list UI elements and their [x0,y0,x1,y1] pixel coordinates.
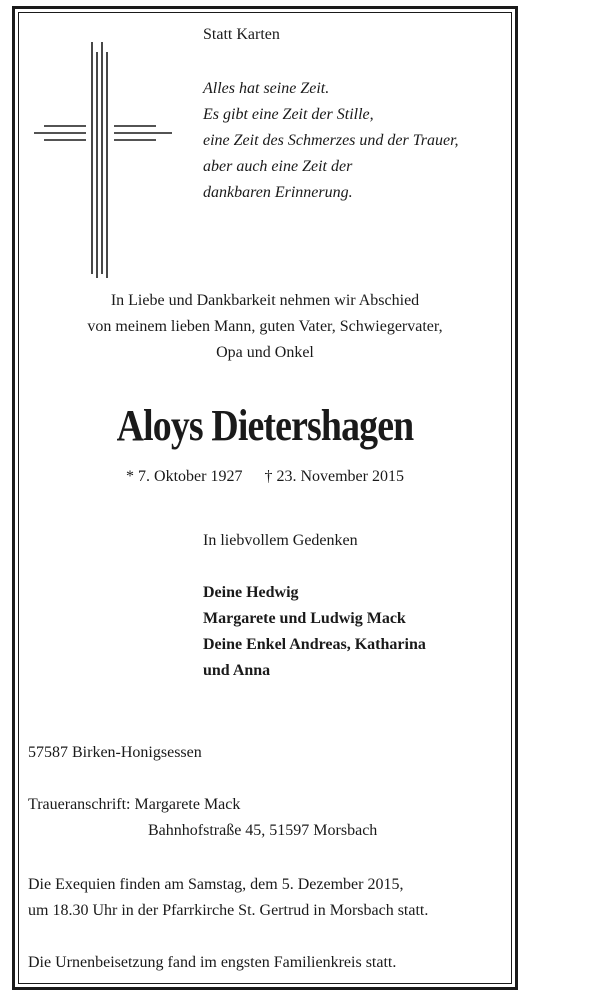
poem-line: Alles hat seine Zeit. [203,80,330,97]
intro-text [12,288,518,366]
poem-line: aber auch eine Zeit der [203,158,353,175]
memory-line: In liebvollem Gedenken [203,532,358,549]
location: 57587 Birken-Honigsessen [28,744,202,761]
birth-date: * 7. Oktober 1927 [126,468,243,485]
life-dates [12,464,518,490]
cross-icon [30,42,176,278]
mourning-address-label: Traueranschrift: Margarete Mack [28,796,241,813]
poem [203,76,459,206]
mourner-line: und Anna [203,662,271,679]
exequies-text [28,872,428,924]
death-date: † 23. November 2015 [264,468,404,485]
mourner-line: Deine Enkel Andreas, Katharina [203,636,426,653]
poem-line: Es gibt eine Zeit der Stille, [203,106,374,123]
intro-line: In Liebe und Dankbarkeit nehmen wir Abschied [110,292,420,309]
deceased-name: Aloys Dietershagen [116,401,414,450]
mourner-line: Deine Hedwig [203,584,299,601]
mourners [203,580,426,684]
exequies-line: um 18.30 Uhr in der Pfarrkirche St. Gertrud in Morsbach statt. [28,902,429,919]
poem-line: eine Zeit des Schmerzes und der Trauer, [203,132,459,149]
mourning-address-street: Bahnhofstraße 45, 51597 Morsbach [148,822,378,839]
poem-line: dankbaren Erinnerung. [203,184,353,201]
statt-karten-label: Statt Karten [203,26,280,43]
exequies-line: Die Exequien finden am Samstag, dem 5. Dezember 2015, [28,876,404,893]
mourner-line: Margarete und Ludwig Mack [203,610,406,627]
urn-burial-text: Die Urnenbeisetzung fand im engsten Familienkreis statt. [28,954,397,971]
intro-line: Opa und Onkel [216,344,314,361]
intro-line: von meinem lieben Mann, guten Vater, Schwiegervater, [87,318,443,335]
